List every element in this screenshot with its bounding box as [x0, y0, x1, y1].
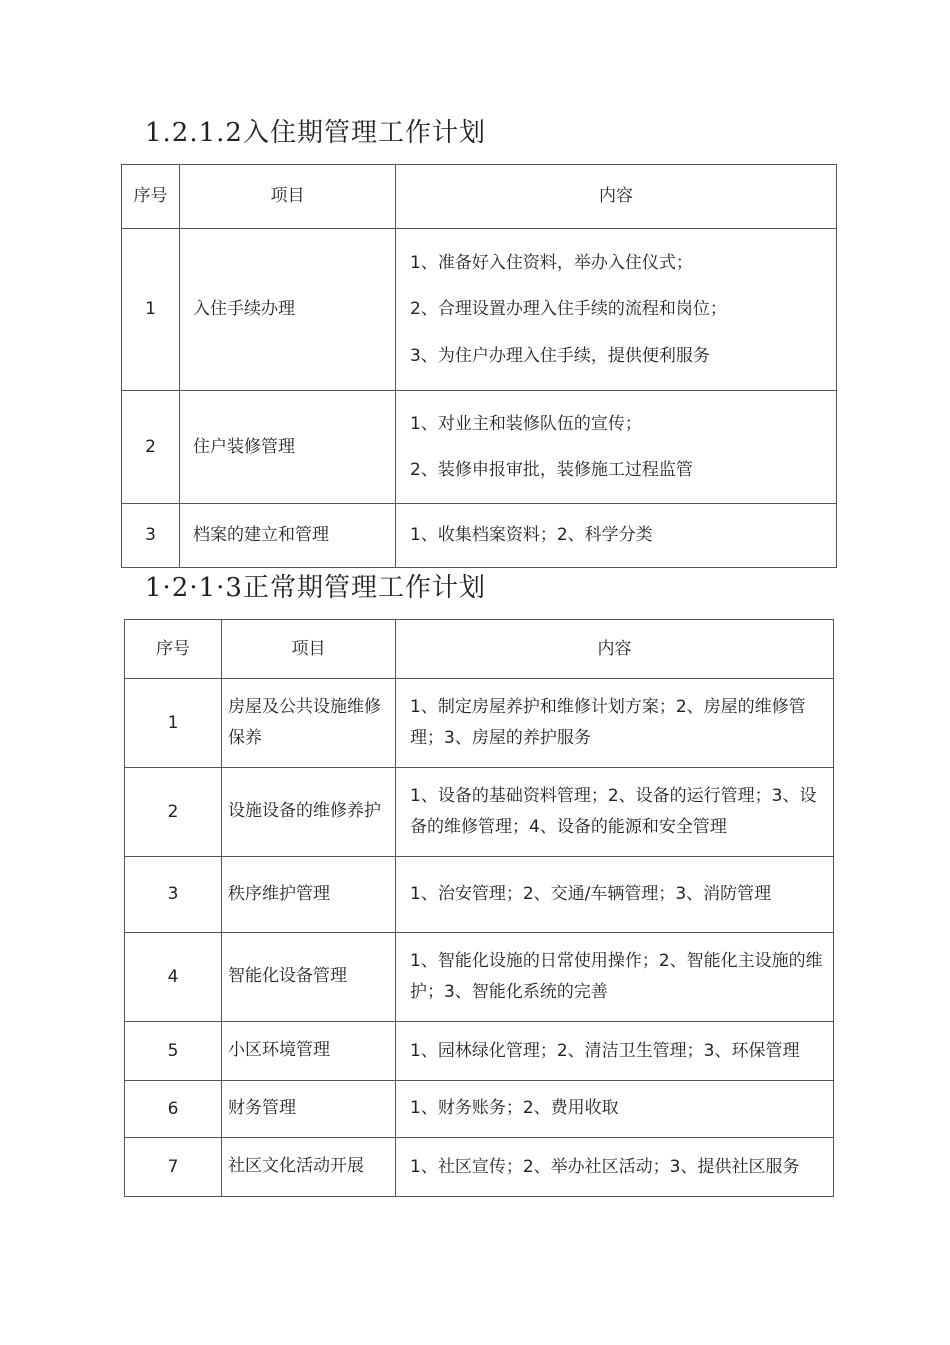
row-content — [396, 229, 837, 391]
row-number: 1 — [125, 679, 222, 768]
row-content: 1、设备的基础资料管理；2、设备的运行管理；3、设备的维修管理；4、设备的能源和安全管理 — [396, 768, 834, 857]
row-content: 1、治安管理；2、交通/车辆管理；3、消防管理 — [396, 857, 834, 933]
table-row — [125, 1081, 834, 1138]
row-item: 房屋及公共设施维修保养 — [222, 679, 396, 768]
row-number: 7 — [125, 1138, 222, 1197]
table-header-row — [125, 620, 834, 679]
content-line: 2、合理设置办理入住手续的流程和岗位； — [410, 299, 727, 320]
row-number: 3 — [122, 504, 180, 568]
section-heading-normal-period: 1·2·1·3正常期管理工作计划 — [145, 573, 486, 603]
row-content: 1、智能化设施的日常使用操作；2、智能化主设施的维护；3、智能化系统的完善 — [396, 933, 834, 1022]
row-item: 档案的建立和管理 — [180, 504, 396, 568]
header-item: 项目 — [222, 620, 396, 679]
row-item: 智能化设备管理 — [222, 933, 396, 1022]
row-number: 3 — [125, 857, 222, 933]
table-row — [125, 933, 834, 1022]
section-heading-move-in: 1.2.1.2入住期管理工作计划 — [145, 118, 486, 148]
row-number: 5 — [125, 1022, 222, 1081]
table-row — [122, 504, 837, 568]
table-row — [125, 1138, 834, 1197]
table-row — [125, 1022, 834, 1081]
table-row — [122, 229, 837, 391]
row-content: 1、社区宣传；2、举办社区活动；3、提供社区服务 — [396, 1138, 834, 1197]
row-content: 1、制定房屋养护和维修计划方案；2、房屋的维修管理；3、房屋的养护服务 — [396, 679, 834, 768]
row-item: 秩序维护管理 — [222, 857, 396, 933]
table-row — [125, 768, 834, 857]
row-item: 社区文化活动开展 — [222, 1138, 396, 1197]
content-line: 1、收集档案资料；2、科学分类 — [410, 525, 653, 546]
row-content — [396, 391, 837, 504]
header-content: 内容 — [396, 620, 834, 679]
row-number: 4 — [125, 933, 222, 1022]
row-item: 设施设备的维修养护 — [222, 768, 396, 857]
header-no: 序号 — [125, 620, 222, 679]
header-item: 项目 — [180, 165, 396, 229]
table-row — [125, 679, 834, 768]
row-content: 1、园林绿化管理；2、清洁卫生管理；3、环保管理 — [396, 1022, 834, 1081]
row-item: 财务管理 — [222, 1081, 396, 1138]
normal-period-plan-table — [124, 619, 834, 1197]
table-header-row — [122, 165, 837, 229]
row-content — [396, 504, 837, 568]
header-no: 序号 — [122, 165, 180, 229]
content-line: 3、为住户办理入住手续，提供便利服务 — [410, 345, 710, 366]
content-line: 1、对业主和装修队伍的宣传； — [410, 413, 642, 434]
table-row — [122, 391, 837, 504]
table-row — [125, 857, 834, 933]
content-line: 1、准备好入住资料，举办入住仪式； — [410, 253, 693, 274]
header-content: 内容 — [396, 165, 837, 229]
content-line: 2、装修申报审批，装修施工过程监管 — [410, 460, 693, 480]
row-item: 小区环境管理 — [222, 1022, 396, 1081]
row-item: 入住手续办理 — [180, 229, 396, 391]
row-item: 住户装修管理 — [180, 391, 396, 504]
row-number: 2 — [125, 768, 222, 857]
row-number: 6 — [125, 1081, 222, 1138]
move-in-plan-table — [121, 164, 837, 568]
row-content: 1、财务账务；2、费用收取 — [396, 1081, 834, 1138]
row-number: 2 — [122, 391, 180, 504]
row-number: 1 — [122, 229, 180, 391]
